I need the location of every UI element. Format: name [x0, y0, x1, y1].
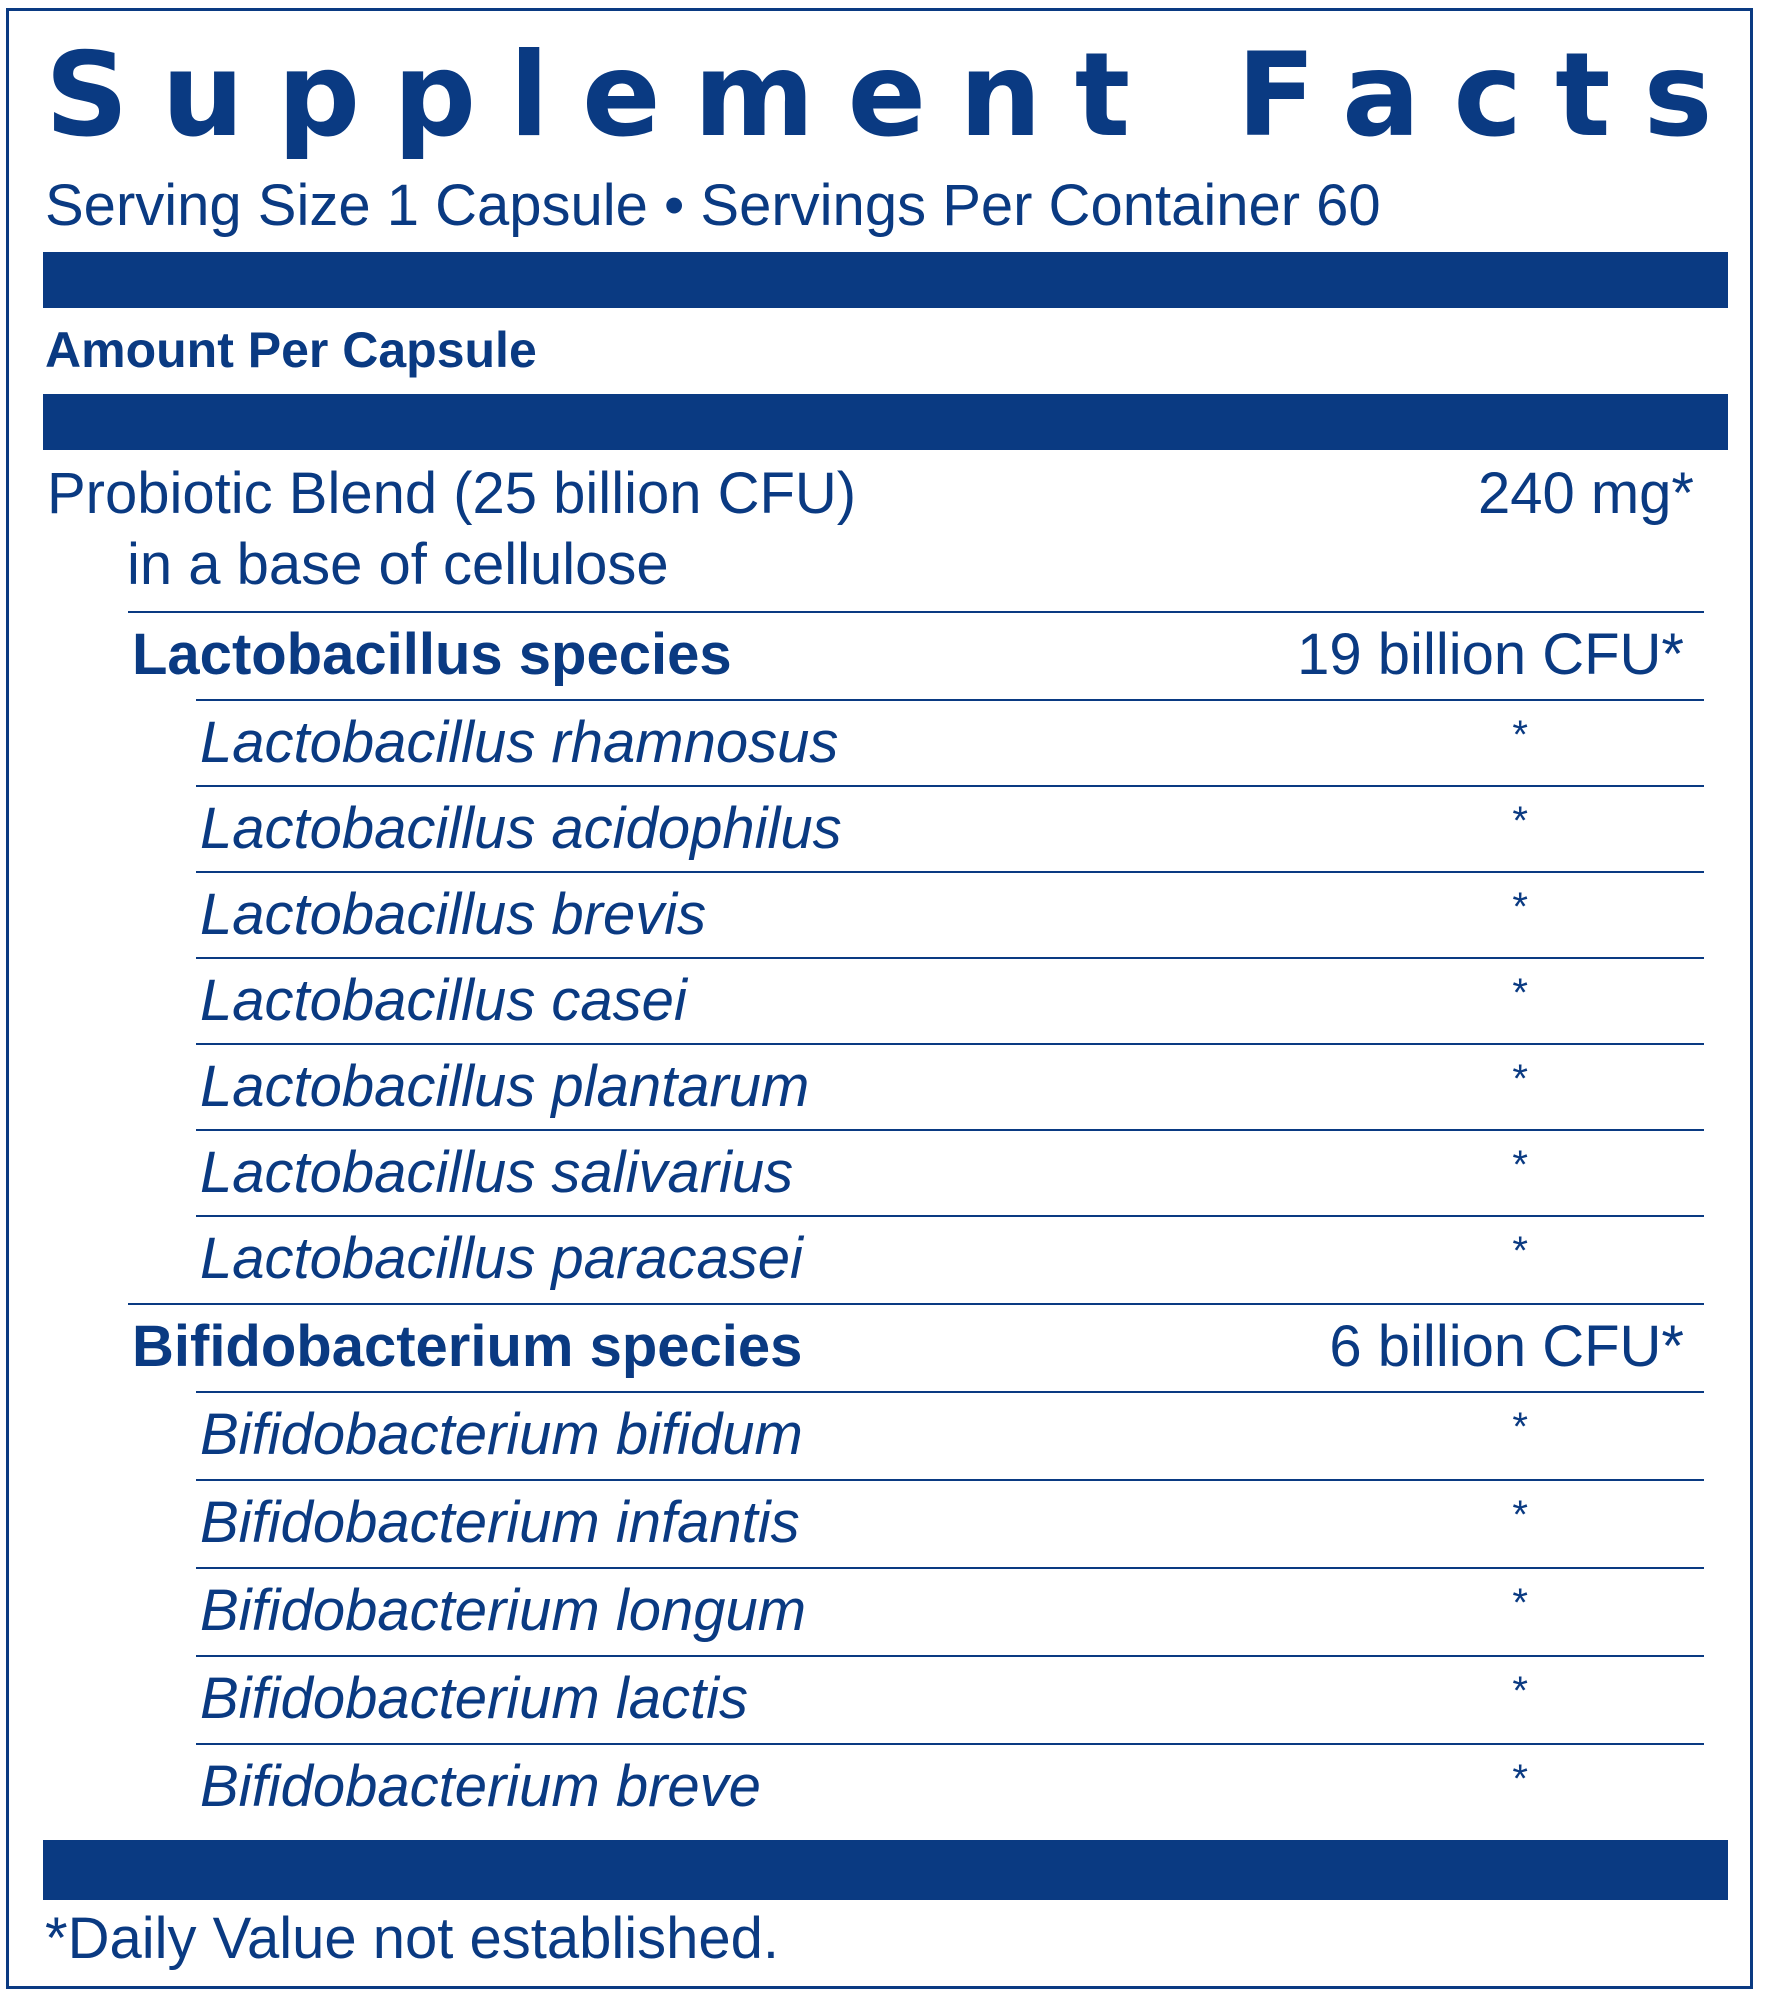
strain-amount: *: [1512, 1581, 1528, 1625]
strain-row: [196, 1215, 1704, 1301]
footnote: *Daily Value not established.: [45, 1906, 780, 1971]
strain-name: Lactobacillus brevis: [200, 882, 707, 947]
strain-name: Bifidobacterium breve: [200, 1754, 761, 1819]
strain-amount: *: [1512, 971, 1528, 1015]
group-name: Lactobacillus species: [132, 622, 732, 687]
strain-row: [196, 1567, 1704, 1653]
serving-info: Serving Size 1 Capsule • Servings Per Container 60: [45, 173, 1381, 238]
strain-amount: *: [1512, 885, 1528, 929]
blend-name: Probiotic Blend (25 billion CFU): [47, 461, 857, 526]
strain-amount: *: [1512, 1057, 1528, 1101]
group-row-bifidobacterium: [128, 1303, 1704, 1391]
strain-amount: *: [1512, 1143, 1528, 1187]
strain-name: Lactobacillus plantarum: [200, 1054, 810, 1119]
blend-amount: 240 mg*: [1477, 461, 1694, 526]
divider-bar-bottom: [43, 1840, 1728, 1900]
strain-amount: *: [1512, 1405, 1528, 1449]
strain-amount: *: [1512, 1757, 1528, 1801]
strain-name: Bifidobacterium longum: [200, 1578, 807, 1643]
strain-amount: *: [1512, 713, 1528, 757]
strain-row: [196, 1043, 1704, 1129]
group-amount: 19 billion CFU*: [1297, 622, 1684, 687]
strain-name: Lactobacillus casei: [200, 968, 687, 1033]
strain-name: Lactobacillus rhamnosus: [200, 710, 839, 775]
strain-row: [196, 1743, 1704, 1835]
supplement-facts-panel: [6, 8, 1753, 1989]
strain-row: [196, 1479, 1704, 1565]
strain-amount: *: [1512, 799, 1528, 843]
strain-name: Bifidobacterium bifidum: [200, 1402, 803, 1467]
strain-row: [196, 699, 1704, 785]
strain-row: [196, 1655, 1704, 1741]
blend-base: in a base of cellulose: [127, 532, 669, 597]
group-row-lactobacillus: [128, 611, 1704, 699]
strain-name: Bifidobacterium lactis: [200, 1666, 748, 1731]
strain-name: Lactobacillus acidophilus: [200, 796, 842, 861]
strain-row: [196, 1391, 1704, 1477]
strain-row: [196, 1129, 1704, 1215]
strain-amount: *: [1512, 1669, 1528, 1713]
divider-bar-header: [43, 394, 1728, 450]
panel-title: Supplement Facts: [45, 28, 1746, 163]
strain-row: [196, 871, 1704, 957]
strain-amount: *: [1512, 1229, 1528, 1273]
strain-amount: *: [1512, 1493, 1528, 1537]
strain-name: Bifidobacterium infantis: [200, 1490, 800, 1555]
group-name: Bifidobacterium species: [132, 1314, 803, 1379]
strain-name: Lactobacillus paracasei: [200, 1226, 803, 1291]
strain-row: [196, 785, 1704, 871]
group-amount: 6 billion CFU*: [1329, 1314, 1684, 1379]
amount-per-capsule-header: Amount Per Capsule: [45, 322, 537, 378]
strain-name: Lactobacillus salivarius: [200, 1140, 794, 1205]
strain-row: [196, 957, 1704, 1043]
divider-bar-top: [43, 252, 1728, 308]
